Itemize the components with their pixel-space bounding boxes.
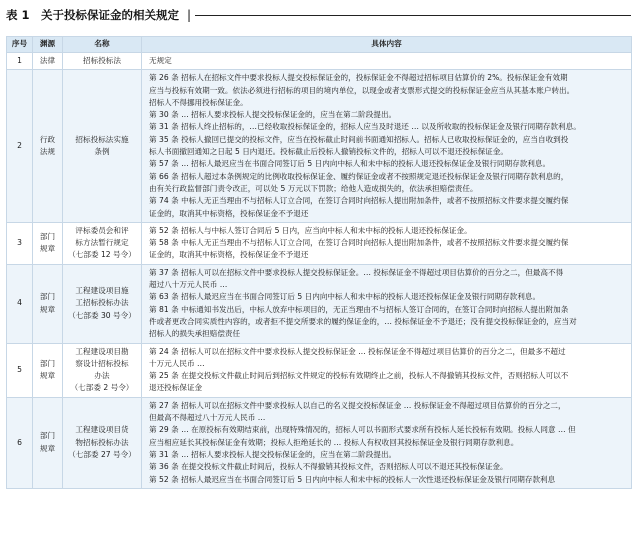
source-line: 法律	[39, 56, 56, 65]
name-line: （七部委 27 号令）	[68, 449, 136, 459]
table-row	[7, 70, 632, 223]
source-line: 部门	[39, 232, 56, 241]
content-line: 第 52 条 招标人与中标人签订合同后 5 日内，应当向中标人和未中标的投标人退还投标保证金。	[149, 225, 472, 235]
name-line: 招标投标法	[83, 56, 121, 65]
table-row	[7, 222, 632, 264]
content-line: 无规定	[149, 56, 172, 65]
content-line: 件或者更改合同实质性内容的，或者拒不提交所要求的履约保证金的，… 投标保证金不予退还；没有提交投标保证金的，应当对	[149, 316, 577, 326]
content-line: 第 81 条 中标通知书发出后，中标人放弃中标项目的，无正当理由不与招标人签订合同的，在签订合同时向招标人提出附加条	[149, 304, 569, 314]
content-line: 应当与投标有效期一致。依法必须进行招标的项目的境内单位，以现金或者支票形式提交的投标保证金应当从其基本账户转出。	[149, 85, 575, 95]
name-line: 工招标投标办法	[75, 298, 129, 308]
cell-source	[33, 222, 63, 264]
content-line: 超过八十万元人民币 …	[149, 280, 228, 290]
cell-content	[142, 264, 632, 343]
cell-content	[142, 70, 632, 223]
content-line: 证金的，取消其中标资格，投标保证金不予退还	[149, 208, 309, 218]
source-line: 行政	[39, 134, 56, 144]
cell-source	[33, 53, 63, 70]
content-line: 第 58 条 中标人无正当理由不与招标人订立合同，在签订合同时向招标人提出附加条件，或者不按照招标文件要求提交履约保	[149, 238, 569, 248]
content-line: 第 31 条 招标人终止招标的，…已经收取投标保证金的，招标人应当及时退还 … 以及所收取的投标保证金及银行同期存款利息。	[149, 122, 581, 132]
content-line: 第 63 条 招标人最迟应当在书面合同签订后 5 日内向中标人和未中标的投标人退还投标保证金及银行同期存款利息。	[149, 292, 541, 302]
cell-no: 4	[7, 264, 33, 343]
cell-name	[63, 397, 142, 488]
name-line: 条例	[94, 147, 110, 157]
content-line: 十万元人民币 …	[149, 358, 205, 368]
cell-name	[63, 222, 142, 264]
cell-no: 3	[7, 222, 33, 264]
cell-name	[63, 70, 142, 223]
title-rule	[195, 15, 631, 16]
cell-source	[33, 264, 63, 343]
name-line: 评标委员会和评	[75, 225, 129, 235]
content-line: 证金的，取消其中标资格，投标保证金不予退还	[149, 250, 309, 260]
table-row	[7, 53, 632, 70]
content-line: 由有关行政监督部门责令改正，可以处 5 万元以下罚款；给他人造成损失的，依法承担赔偿责任。	[149, 183, 478, 193]
content-line: 第 66 条 招标人超过本条例规定的比例收取投标保证金、履约保证金或者不按照规定退还投标保证金及银行同期存款利息的，	[149, 171, 569, 181]
cell-content	[142, 222, 632, 264]
name-line: 工程建设项目勘	[75, 346, 129, 356]
title-separator: |	[187, 8, 192, 22]
source-line: 部门	[39, 358, 56, 368]
source-line: 规章	[39, 371, 56, 381]
table-header-row	[7, 37, 632, 53]
content-line: 应当相应延长其投标保证金有效期；投标人拒绝延长的 … 投标人有权收回其投标保证金及银行同期存款利息。	[149, 437, 519, 447]
source-line: 规章	[39, 443, 56, 453]
cell-no: 5	[7, 343, 33, 397]
content-line: 第 57 条 … 招标人最迟应当在书面合同签订后 5 日内向中标人和未中标的投标人退还投标保证金及银行同期存款利息。	[149, 159, 551, 169]
content-line: 第 30 条 … 招标人要求投标人提交投标保证金的，应当在第二阶段提出。	[149, 110, 397, 120]
header-name: 名称	[63, 37, 142, 53]
content-line: 第 24 条 招标人可以在招标文件中要求投标人提交投标保证金 … 投标保证金不得超过项目估算价的百分之二，但最多不超过	[149, 346, 566, 356]
name-line: 办法	[94, 371, 110, 381]
cell-source	[33, 343, 63, 397]
source-line: 规章	[39, 244, 56, 254]
cell-no: 2	[7, 70, 33, 223]
cell-source	[33, 397, 63, 488]
content-line: 第 74 条 中标人无正当理由不与招标人订立合同，在签订合同时向招标人提出附加条件，或者不按照招标文件要求提交履约保	[149, 196, 569, 206]
header-source: 渊源	[33, 37, 63, 53]
regulations-table	[6, 36, 632, 489]
table-title: 表 1 关于投标保证金的相关规定	[6, 8, 180, 22]
table-row	[7, 397, 632, 488]
content-line: 招标人的损失承担赔偿责任	[149, 329, 241, 339]
content-line: 第 29 条 … 在原投标有效期结束前，出现特殊情况的，招标人可以书面形式要求所有投标人延长投标有效期。投标人同意 … 但	[149, 425, 576, 435]
cell-no: 6	[7, 397, 33, 488]
content-line: 第 27 条 招标人可以在招标文件中要求投标人以自己的名义提交投标保证金 … 投标保证金不得超过项目估算价的百分之二，	[149, 400, 566, 410]
source-line: 规章	[39, 304, 56, 314]
cell-content	[142, 53, 632, 70]
content-line: 第 25 条 在提交投标文件截止时间后到招标文件规定的投标有效期终止之前，投标人不得撤销其投标文件，否则招标人可以不	[149, 371, 569, 381]
name-line: （七部委 2 号令）	[70, 383, 134, 393]
cell-content	[142, 397, 632, 488]
header-content: 具体内容	[142, 37, 632, 53]
name-line: 工程建设项目货	[75, 425, 129, 435]
cell-content	[142, 343, 632, 397]
source-line: 部门	[39, 431, 56, 441]
table-row	[7, 343, 632, 397]
cell-name	[63, 264, 142, 343]
name-line: 工程建设项目施	[75, 286, 129, 296]
content-line: 第 35 条 投标人撤回已提交的投标文件，应当在投标截止时间前书面通知招标人。招标人已收取投标保证金的，应当自收到投	[149, 134, 569, 144]
name-line: （七部委 30 号令）	[68, 310, 136, 320]
cell-name	[63, 343, 142, 397]
table-title-bar	[6, 4, 631, 26]
content-line: 第 31 条 … 招标人要求投标人提交投标保证金的，应当在第二阶段提出。	[149, 449, 397, 459]
table-row	[7, 264, 632, 343]
source-line: 法规	[39, 147, 56, 157]
content-line: 标人书面撤回通知之日起 5 日内退还。投标截止后投标人撤销投标文件的，招标人可以不退还投标保证金。	[149, 147, 508, 157]
name-line: 察设计招标投标	[75, 358, 129, 368]
cell-source	[33, 70, 63, 223]
source-line: 部门	[39, 292, 56, 302]
content-line: 但最高不得超过八十万元人民币 …	[149, 413, 266, 423]
cell-no: 1	[7, 53, 33, 70]
table-body	[7, 53, 632, 489]
content-line: 第 52 条 招标人最迟应当在书面合同签订后 5 日内向中标人和未中标的投标人一次性退还投标保证金及银行同期存款利息	[149, 474, 556, 484]
content-line: 第 36 条 在提交投标文件截止时间后，投标人不得撤销其投标文件，否则招标人可以不退还其投标保证金。	[149, 462, 508, 472]
name-line: 物招标投标办法	[75, 437, 129, 447]
name-line: 招标投标法实施	[75, 134, 129, 144]
content-line: 第 37 条 招标人可以在招标文件中要求投标人提交投标保证金。… 投标保证金不得超过项目估算价的百分之二，但最高不得	[149, 267, 564, 277]
content-line: 第 26 条 招标人在招标文件中要求投标人提交投标保证金的，投标保证金不得超过招标项目估算价的 2%。投标保证金有效期	[149, 73, 568, 83]
cell-name	[63, 53, 142, 70]
content-line: 招标人不得挪用投标保证金。	[149, 97, 248, 107]
header-no: 序号	[7, 37, 33, 53]
name-line: 标方法暂行规定	[75, 238, 129, 248]
name-line: （七部委 12 号令）	[68, 250, 136, 260]
content-line: 退还投标保证金	[149, 383, 203, 393]
